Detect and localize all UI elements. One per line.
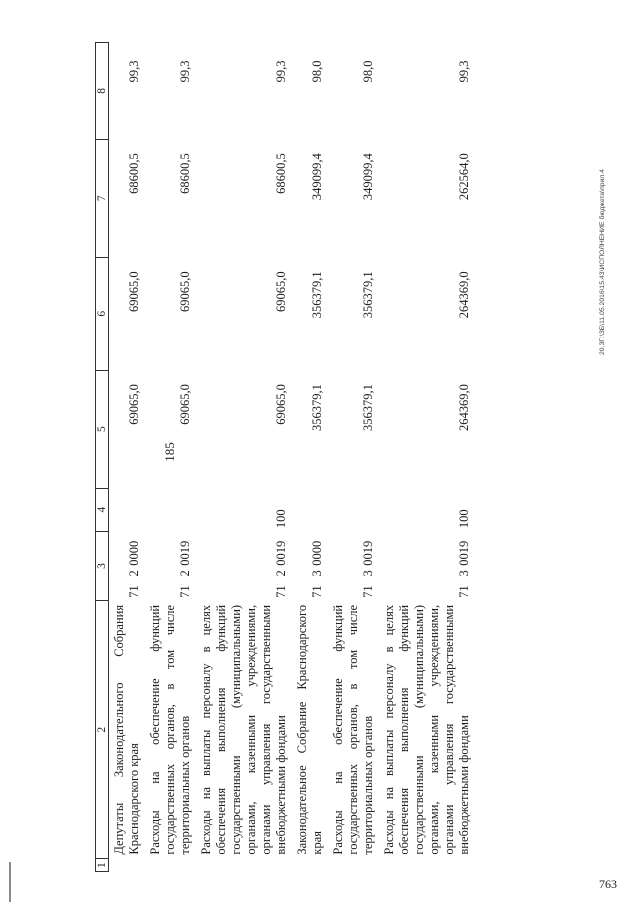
- code-article: 0019: [274, 540, 288, 566]
- code-section: 71: [127, 585, 141, 598]
- header-col-2: 2: [96, 601, 109, 859]
- scan-edge-mark: [9, 862, 11, 902]
- value-refined: 69065,0: [274, 271, 288, 312]
- header-col-3: 3: [96, 531, 109, 601]
- table-row: [376, 43, 472, 872]
- code-expense-type: [109, 488, 143, 531]
- budget-table: [95, 42, 472, 872]
- header-col-4: 4: [96, 488, 109, 531]
- code-expense-type: [142, 488, 193, 531]
- value-approved: 356379,1: [310, 384, 324, 431]
- row-name: Расходы на выплаты персоналу в целях обеспечения выполнения функций государственными (муниципальными) органами, казенными учреждениями, органами управления государственными внебюджетными фондами: [199, 604, 288, 855]
- table-row: [325, 43, 376, 872]
- header-row: [96, 43, 109, 872]
- value-approved: 69065,0: [274, 384, 288, 425]
- value-percent: 99,3: [178, 60, 192, 83]
- sheet-number: 763: [599, 877, 617, 891]
- code-expense-type: 100: [274, 509, 288, 529]
- code-section: 71: [457, 585, 471, 598]
- value-executed: 68600,5: [274, 153, 288, 194]
- value-executed: 349099,4: [310, 153, 324, 201]
- row-name: Депутаты Законодательного Собрания Краснодарского края: [112, 604, 141, 855]
- table-row: [289, 43, 325, 872]
- row-spacer: [325, 859, 376, 872]
- code-expense-type: [325, 488, 376, 531]
- table-row: [109, 43, 143, 872]
- table-row: [142, 43, 193, 872]
- code-subsection: 3: [361, 570, 375, 577]
- row-name: Законодательное Собрание Краснодарского края: [295, 604, 324, 855]
- row-spacer: [109, 859, 143, 872]
- value-approved: 69065,0: [178, 384, 192, 425]
- value-approved: 264369,0: [457, 384, 471, 431]
- row-name: Расходы на выплаты персоналу в целях обеспечения выполнения функций государственными (муниципальными) органами, казенными учреждениями, органами управления государственными внебюджетными фондами: [382, 604, 471, 855]
- code-section: 71: [274, 585, 288, 598]
- row-spacer: [142, 859, 193, 872]
- value-percent: 98,0: [310, 60, 324, 83]
- code-section: 71: [310, 585, 324, 598]
- row-name: Расходы на обеспечение функций государственных органов, в том числе территориальных органов: [148, 604, 192, 855]
- value-approved: 69065,0: [127, 384, 141, 425]
- row-spacer: [193, 859, 289, 872]
- code-subsection: 2: [178, 570, 192, 577]
- value-percent: 99,3: [127, 60, 141, 83]
- table-row: [193, 43, 289, 872]
- value-executed: 262564,0: [457, 153, 471, 201]
- header-col-6: 6: [96, 257, 109, 370]
- header-col-5: 5: [96, 370, 109, 488]
- code-section: 71: [178, 585, 192, 598]
- row-name: Расходы на обеспечение функций государственных органов, в том числе территориальных органов: [331, 604, 375, 855]
- header-col-1: 1: [96, 859, 109, 872]
- row-spacer: [376, 859, 472, 872]
- value-refined: 356379,1: [361, 271, 375, 319]
- code-subsection: 2: [127, 570, 141, 577]
- header-col-7: 7: [96, 139, 109, 257]
- value-refined: 356379,1: [310, 271, 324, 319]
- code-article: 0000: [127, 540, 141, 566]
- row-spacer: [289, 859, 325, 872]
- page-number: 185: [162, 442, 177, 462]
- code-expense-type: 100: [457, 509, 471, 529]
- code-article: 0000: [310, 540, 324, 566]
- code-section: 71: [361, 585, 375, 598]
- value-refined: 264369,0: [457, 271, 471, 319]
- code-subsection: 3: [457, 570, 471, 577]
- footer-path: 20.3Г:\ЗБ\11.05.2016\15.43\ИСПОЛНЕНИЕ бюджета\прил.4: [599, 169, 606, 355]
- code-article: 0019: [178, 540, 192, 566]
- code-subsection: 2: [274, 570, 288, 577]
- value-executed: 68600,5: [178, 153, 192, 194]
- code-subsection: 3: [310, 570, 324, 577]
- value-executed: 68600,5: [127, 153, 141, 194]
- code-article: 0019: [361, 540, 375, 566]
- code-expense-type: [289, 488, 325, 531]
- value-percent: 99,3: [457, 60, 471, 83]
- value-executed: 349099,4: [361, 153, 375, 201]
- value-refined: 69065,0: [127, 271, 141, 312]
- value-percent: 98,0: [361, 60, 375, 83]
- value-refined: 69065,0: [178, 271, 192, 312]
- header-col-8: 8: [96, 43, 109, 140]
- code-article: 0019: [457, 540, 471, 566]
- value-percent: 99,3: [274, 60, 288, 83]
- value-approved: 356379,1: [361, 384, 375, 431]
- rotated-table-container: [95, 42, 595, 872]
